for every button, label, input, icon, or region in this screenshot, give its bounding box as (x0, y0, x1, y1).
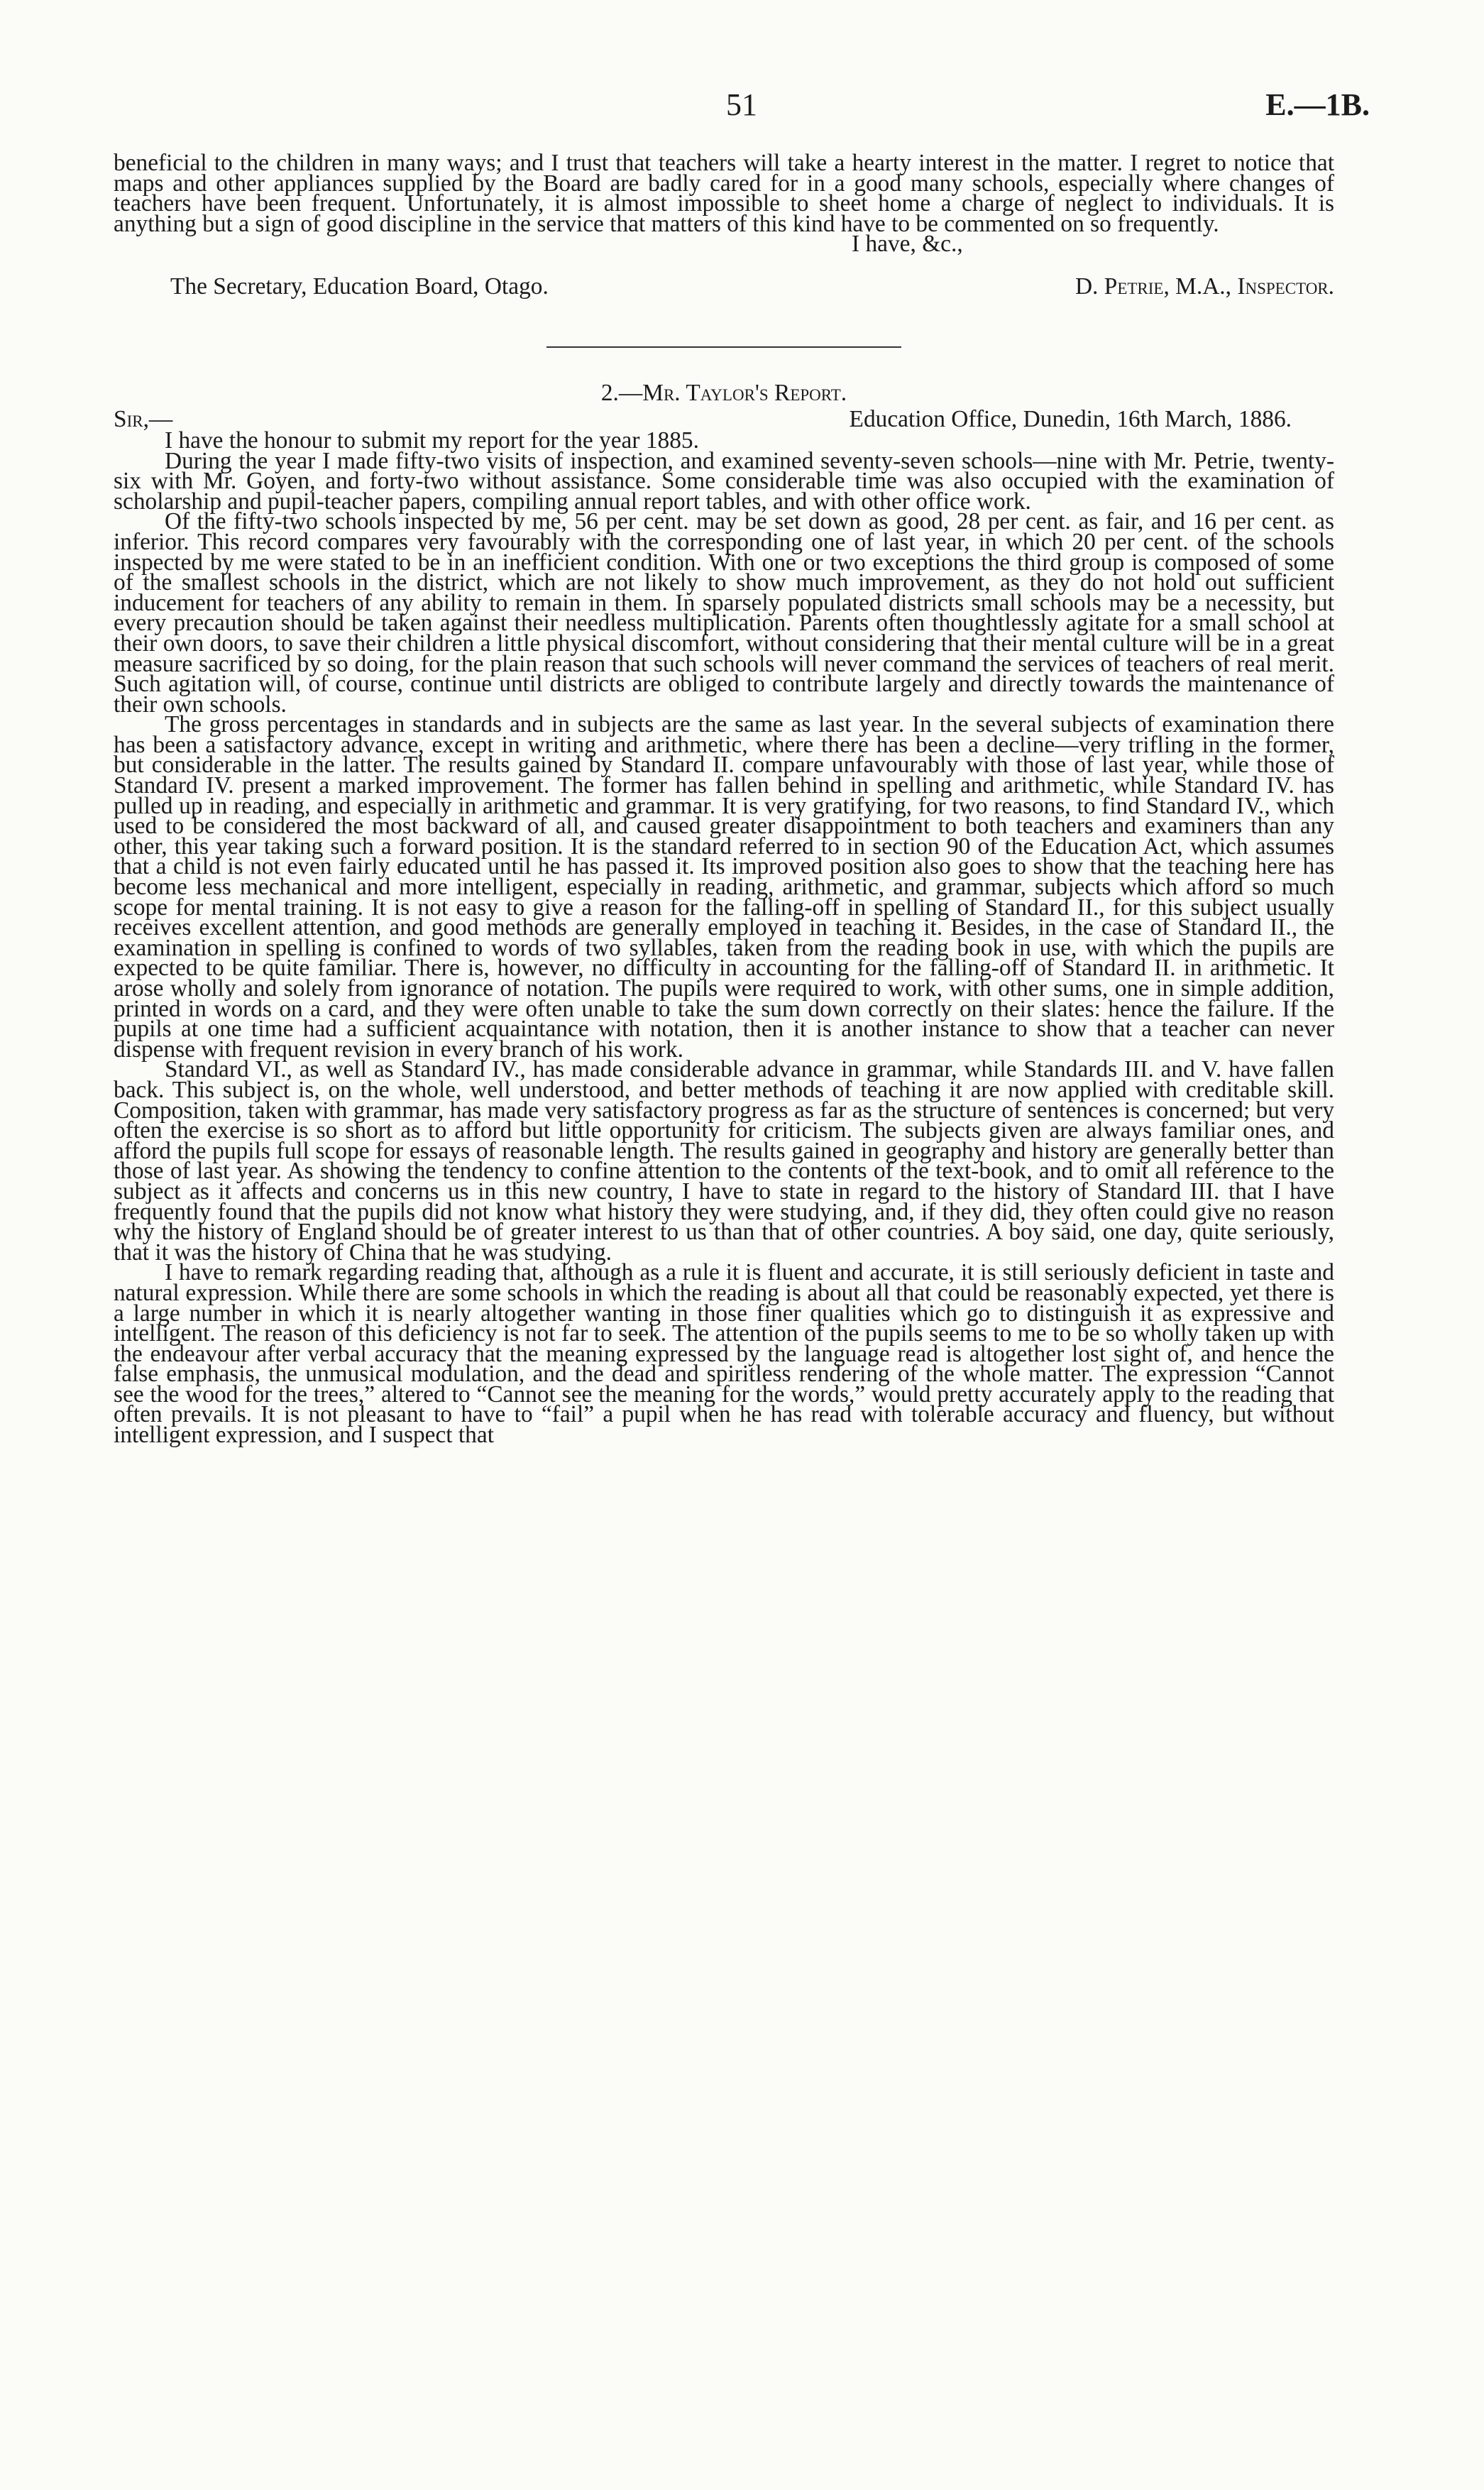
report-paragraph: I have the honour to submit my report for the year 1885. (165, 427, 699, 454)
salutation: Sir,— (114, 405, 173, 432)
closing-paragraph: beneficial to the children in many ways; and I trust that teachers will take a hearty interest in the matter. I regret to notice that maps and other appliances supplied by the Board are badly cared for in a good many schools, especially where changes of teachers have been frequent. Unfortunately, it is almost impossible to sheet home a charge of neglect to individuals. It is anything but a sign of good discipline in the service that matters of this kind have to be commented on so frequently. (114, 150, 1334, 237)
page-number: 51 (726, 87, 757, 122)
report-paragraph: The gross percentages in standards and in subjects are the same as last year. In the several subjects of examination there has been a satisfactory advance, except in writing and arithmetic, where there has been a decline—very trifling in the former, but considerable in the latter. The results gained by Standard II. compare unfavourably with those of last year, while those of Standard IV. present a marked improvement. The former has fallen behind in spelling and arithmetic, while Standard IV. has pulled up in reading, and especially in arithmetic and grammar. It is very gratifying, for two reasons, to find Standard IV., which used to be considered the most backward of all, and caused greater disappointment to both teachers and examiners than any other, this year taking such a forward position. It is the standard referred to in section 90 of the Education Act, which assumes that a child is not even fairly educated until he has passed it. Its improved position also goes to show that the teaching here has become less mechanical and more intelligent, especially in reading, arithmetic, and grammar, subjects which afford so much scope for mental training. It is not easy to give a reason for the falling-off in spelling of Standard II., for this subject usually receives excellent attention, and good methods are generally employed in teaching it. Besides, in the case of Standard II., the examination in spelling is confined to words of two syllables, taken from the reading book in use, with which the pupils are expected to be quite familiar. There is, however, no difficulty in accounting for the falling-off of Standard II. in arithmetic. It arose wholly and solely from ignorance of notation. The pupils were required to work, with other sums, one in simple addition, printed in words on a card, and they were often unable to take the sum down correctly on their slates: hence the failure. If the pupils at one time had a sufficient acquaintance with notation, then it is another instance to show that a teacher can never dispense with frequent revision in every branch of his work. (114, 711, 1334, 1063)
sign-off-text: I have, &c., (852, 231, 963, 258)
salutation-row (114, 405, 1334, 432)
report-paragraph: I have to remark regarding reading that, although as a rule it is fluent and accurate, it is still seriously deficient in taste and natural expression. While there are some schools in which the reading is about all that could be reasonably expected, yet there is a large number in which it is nearly altogether wanting in those finer qualities which go to distinguish it as expressive and intelligent. The reason of this deficiency is not far to seek. The attention of the pupils seems to me to be so wholly taken up with the endeavour after verbal accuracy that the meaning expressed by the language read is altogether lost sight of, and hence the false emphasis, the unmusical modulation, and the dead and spiritless rendering of the whole matter. The expression “Cannot see the wood for the trees,” altered to “Cannot see the meaning for the words,” would pretty accurately apply to the reading that often prevails. It is not pleasant to have to “fail” a pupil when he has read with tolerable accuracy and fluency, but without intelligent expression, and I suspect that (114, 1259, 1334, 1449)
page-header (114, 84, 1370, 126)
report-paragraph: Of the fifty-two schools inspected by me, 56 per cent. may be set down as good, 28 per cent. as fair, and 16 per cent. as inferior. This record compares very favourably with the corresponding one of last year, in which 20 per cent. of the schools inspected by me were stated to be in an inefficient condition. With one or two exceptions the third group is composed of some of the smallest schools in the district, which are not likely to show much improvement, as they do not hold out sufficient inducement for teachers of any ability to remain in them. In sparsely populated districts small schools may be a necessity, but every precaution should be taken against their needless multiplication. Parents often thoughtlessly agitate for a small school at their own doors, to save their children a little physical discomfort, without considering that their mental culture will be in a great measure sacrificed by so doing, for the plain reason that such schools will never command the services of teachers of real merit. Such agitation will, of course, continue until districts are obliged to contribute largely and directly towards the maintenance of their own schools. (114, 508, 1334, 718)
signature-line (114, 273, 1334, 318)
page-body (114, 150, 1334, 1449)
addressee: The Secretary, Education Board, Otago. (170, 273, 549, 300)
report-paragraph: Standard VI., as well as Standard IV., has made considerable advance in grammar, while Standards III. and V. have fallen back. This subject is, on the whole, well understood, and better methods of teaching it are now applied with creditable skill. Composition, taken with grammar, has made very satisfactory progress as far as the structure of sentences is concerned; but very often the exercise is so short as to afford but little opportunity for criticism. The subjects given are always familiar ones, and afford the pupils full scope for essays of reasonable length. The results gained in geography and history are generally better than those of last year. As showing the tendency to confine attention to the contents of the text-book, and to omit all reference to the subject as it affects and concerns us in this new country, I have to state in regard to the history of Standard III. that I have frequently found that the pupils did not know what history they were studying, and, if they did, they often could give no reason why the history of England should be of greater interest to us than that of other countries. A boy said, one day, quite seriously, that it was the history of China that he was studying. (114, 1056, 1334, 1266)
signatory: D. Petrie, M.A., Inspector. (1074, 273, 1334, 300)
section-title: 2.—Mr. Taylor's Report. (600, 380, 847, 407)
sign-off (114, 231, 1334, 277)
report-paragraph: During the year I made fifty-two visits of inspection, and examined seventy-seven schools—nine with Mr. Petrie, twenty-six with Mr. Goyen, and forty-two without assistance. Some considerable time was also occupied with the examination of scholarship and pupil-teacher papers, compiling annual report tables, and with other office work. (114, 447, 1334, 515)
section-divider (546, 346, 901, 348)
dateline: Education Office, Dunedin, 16th March, 1886. (849, 405, 1292, 432)
document-reference: E.—1B. (1265, 87, 1370, 122)
